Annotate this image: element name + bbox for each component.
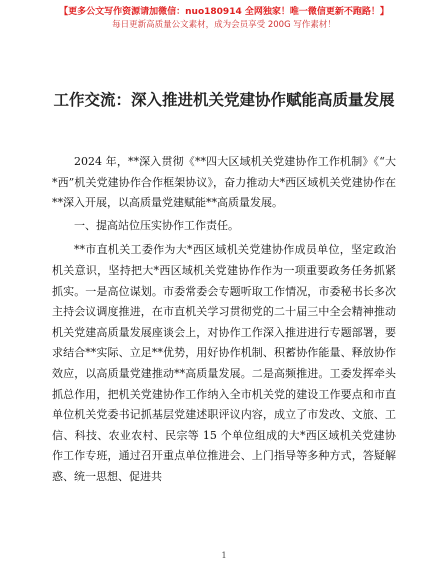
promo-banner <box>0 6 448 31</box>
paragraph-intro: 2024 年，**深入贯彻《**四大区域机关党建协作工作机制》《“大*西”机关党建协作合作框架协议》，奋力推动大*西区域机关党建协作在**深入开展，以高质量党建赋能**高质量发展。 <box>52 155 396 210</box>
page-number: 1 <box>221 551 227 560</box>
document-body <box>52 152 396 488</box>
document-title: 工作交流：深入推进机关党建协作赋能高质量发展 <box>53 91 395 109</box>
paragraph-section-1: **市直机关工委作为大*西区域机关党建协作成员单位，坚定政治机关意识，坚持把大*西区域机关党建协作作为一项重要政务任务抓紧抓实。一是高位谋划。市委常委会专题听取工作情况，市委秘书长多次主持会议调度推进，在市直机关学习贯彻党的二十届三中全会精神推动机关党建高质量发展座谈会上，对协作工作深入推进进行专题部署，要求结合**实际、立足**优势，用好协作机制、积蓄协作能量、释放协作效应，以高质量党建推动**高质量发展。二是高频推进。工委发挥牵头抓总作用，把机关党建协作工作纳入全市机关党的建设工作要点和市直单位机关党委书记抓基层党建述职评议内容，成立了市发改、文旅、工信、科技、农业农村、民宗等 15 个单位组成的大*西区域机关党建协作工作专班，通过召开重点单位推进会、上门指导等多种方式，答疑解惑、统一思想、促进共 <box>52 243 396 483</box>
promo-line-1: 【更多公文写作资源请加微信：nuo180914 全网独家！唯一微信更新不跑路！】 <box>59 7 389 17</box>
promo-line-2: 每日更新高质量公文素材，成为会员享受 200G 写作素材！ <box>112 20 336 30</box>
section-heading-1: 一、提高站位压实协作工作责任。 <box>74 218 239 232</box>
